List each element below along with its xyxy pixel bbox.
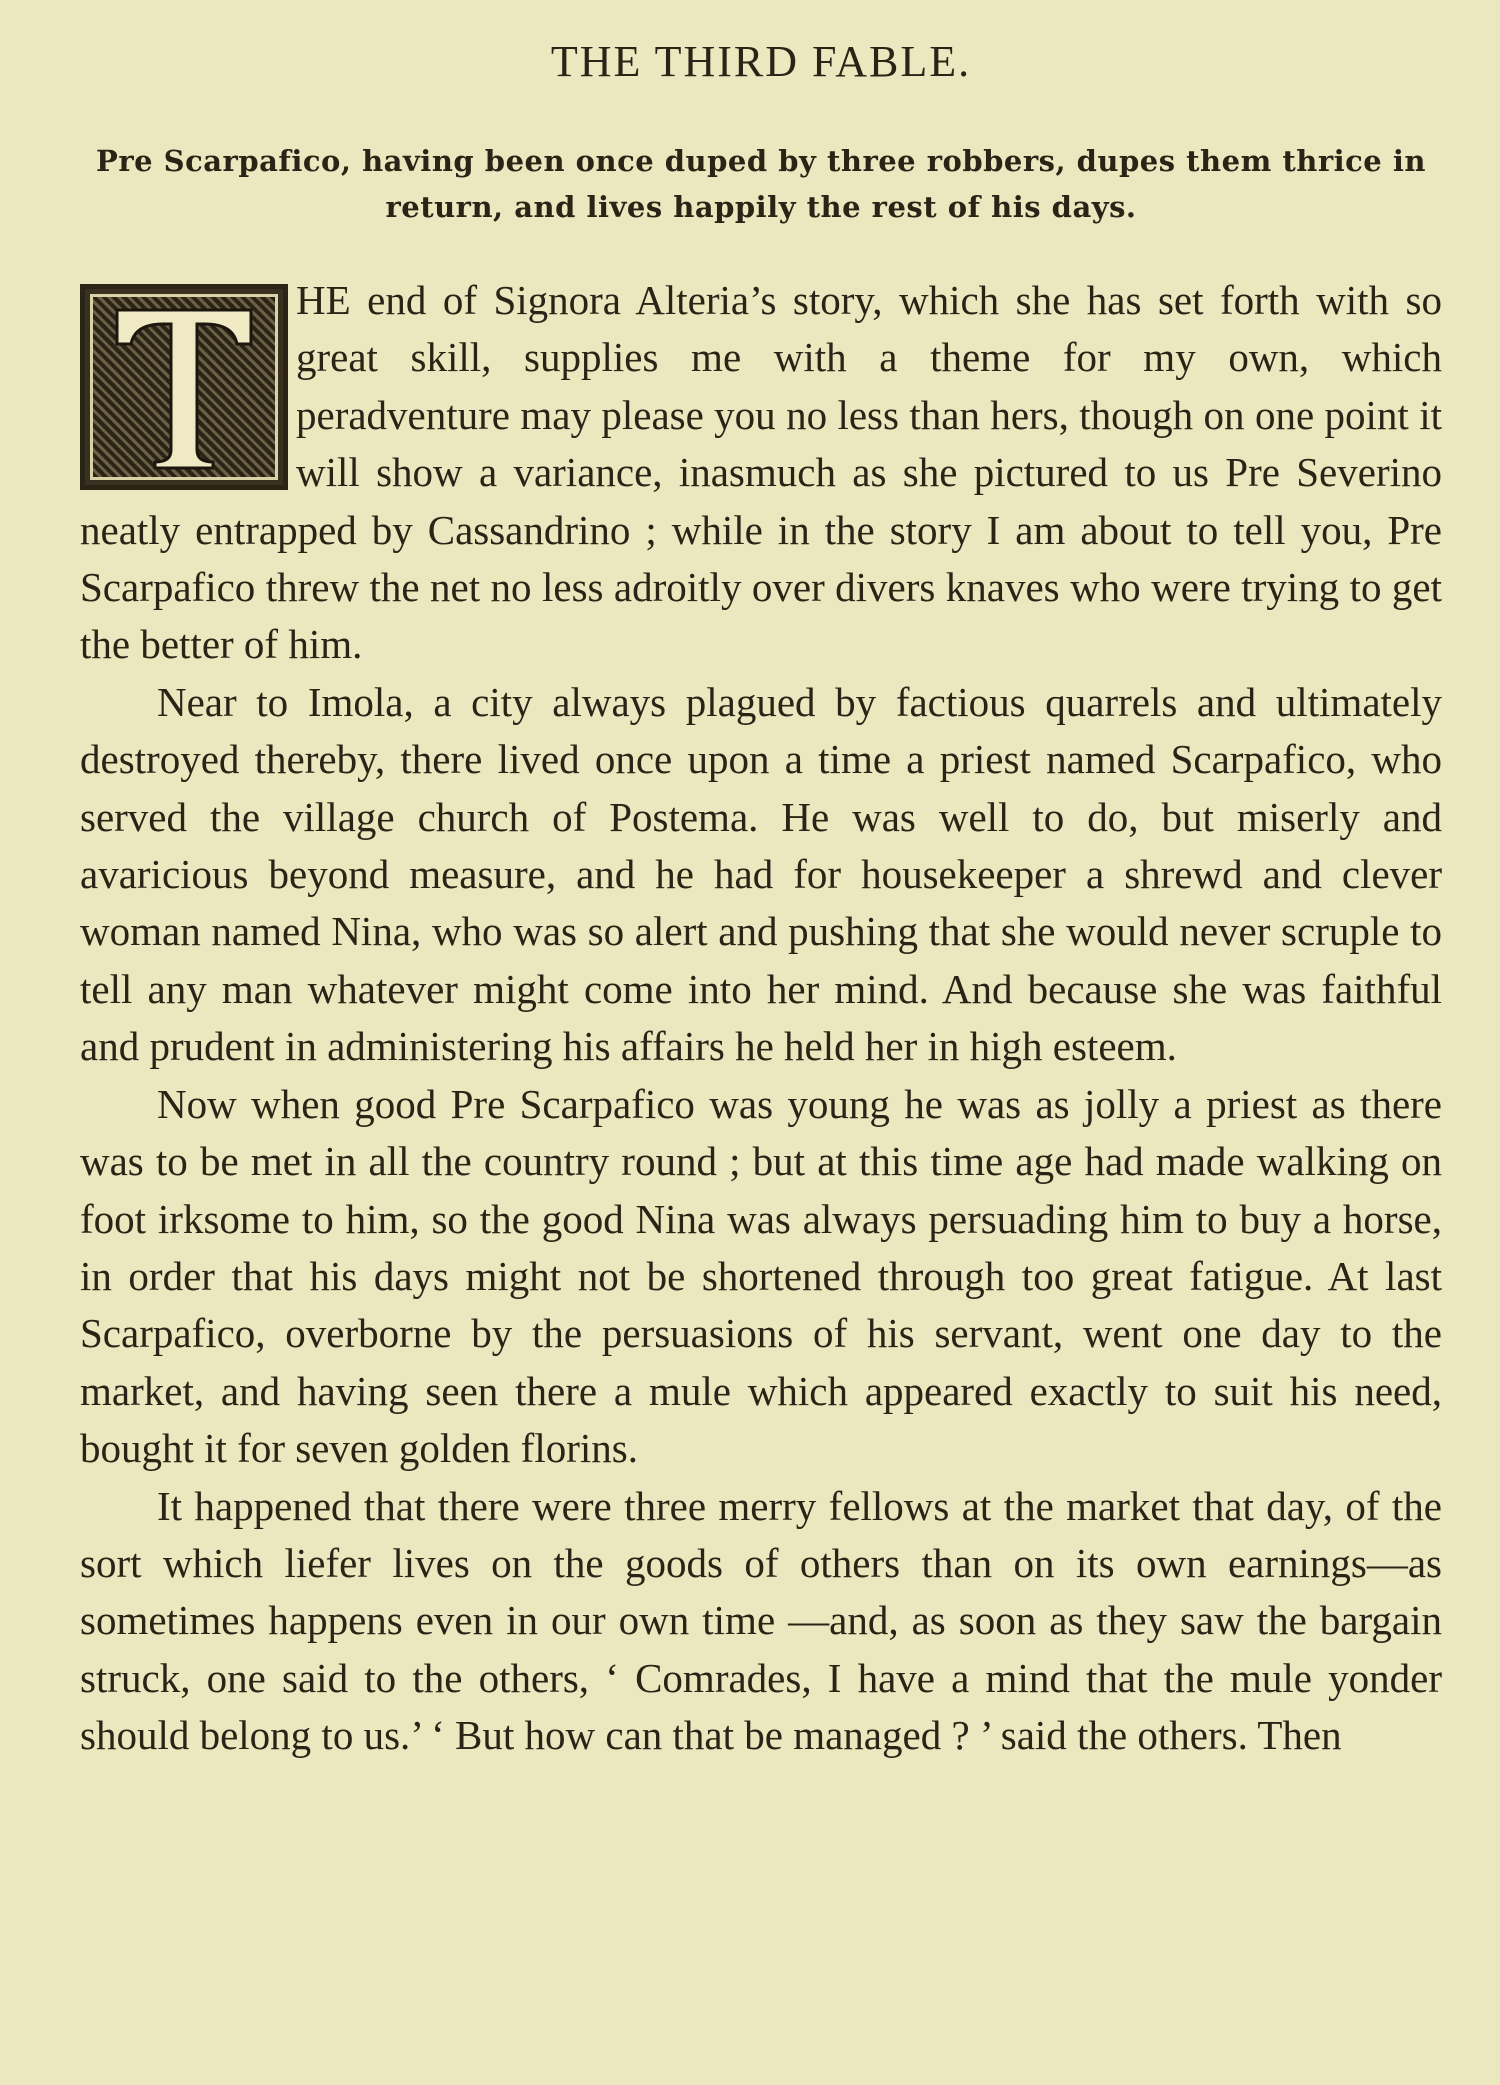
drop-cap-letter	[85, 289, 283, 485]
paragraph-4: It happened that there were three merry fellows at the market that day, of the sort which liefer lives on the goods of others than on its own earnings—as sometimes happens even in our own time —and, as soon as they saw the bargain struck, one said to the others, ‘ Comrades, I have a mind that the mule yonder should belong to us.’ ‘ But how can that be managed ? ’ said the others. Then	[80, 1482, 1442, 1759]
fable-summary: Pre Scarpafico, having been once duped by three robbers, dupes them thrice in return, and lives happily the rest of his days.	[96, 144, 1426, 224]
paragraph-2: Near to Imola, a city always plagued by factious quarrels and ultimately destroyed thereby, there lived once upon a time a priest named Scarpafico, who served the village church of Postema. He was well to do, but miserly and avaricious beyond measure, and he had for housekeeper a shrewd and clever woman named Nina, who was so alert and pushing that she would never scruple to tell any man whatever might come into her mind. And because she was faithful and prudent in administering his affairs he held her in high esteem.	[80, 678, 1442, 1070]
ornamental-drop-cap	[80, 284, 288, 490]
paragraph-1: HE end of Signora Alteria’s story, which she has set forth with so great skill, supplies me with a theme for my own, which peradventure may please you no less than hers, though on one point it will show a variance, inasmuch as she pictured to us Pre Severino neatly entrapped by Cassandrino ; while in the story I am about to tell you, Pre Scarpafico threw the net no less adroitly over divers knaves who were trying to get the better of him.	[80, 277, 1442, 668]
drop-cap-letter-shape	[109, 302, 259, 472]
page-title: THE THIRD FABLE.	[550, 37, 972, 86]
paragraph-3: Now when good Pre Scarpafico was young he was as jolly a priest as there was to be met in all the country round ; but at this time age had made walking on foot irksome to him, so the good Nina was always persuading him to buy a horse, in order that his days might not be shortened through too great fatigue. At last Scarpafico, overborne by the persuasions of his servant, went one day to the market, and having seen there a mule which appeared exactly to suit his need, bought it for seven golden florins.	[80, 1080, 1442, 1472]
story-text	[80, 272, 1442, 1765]
